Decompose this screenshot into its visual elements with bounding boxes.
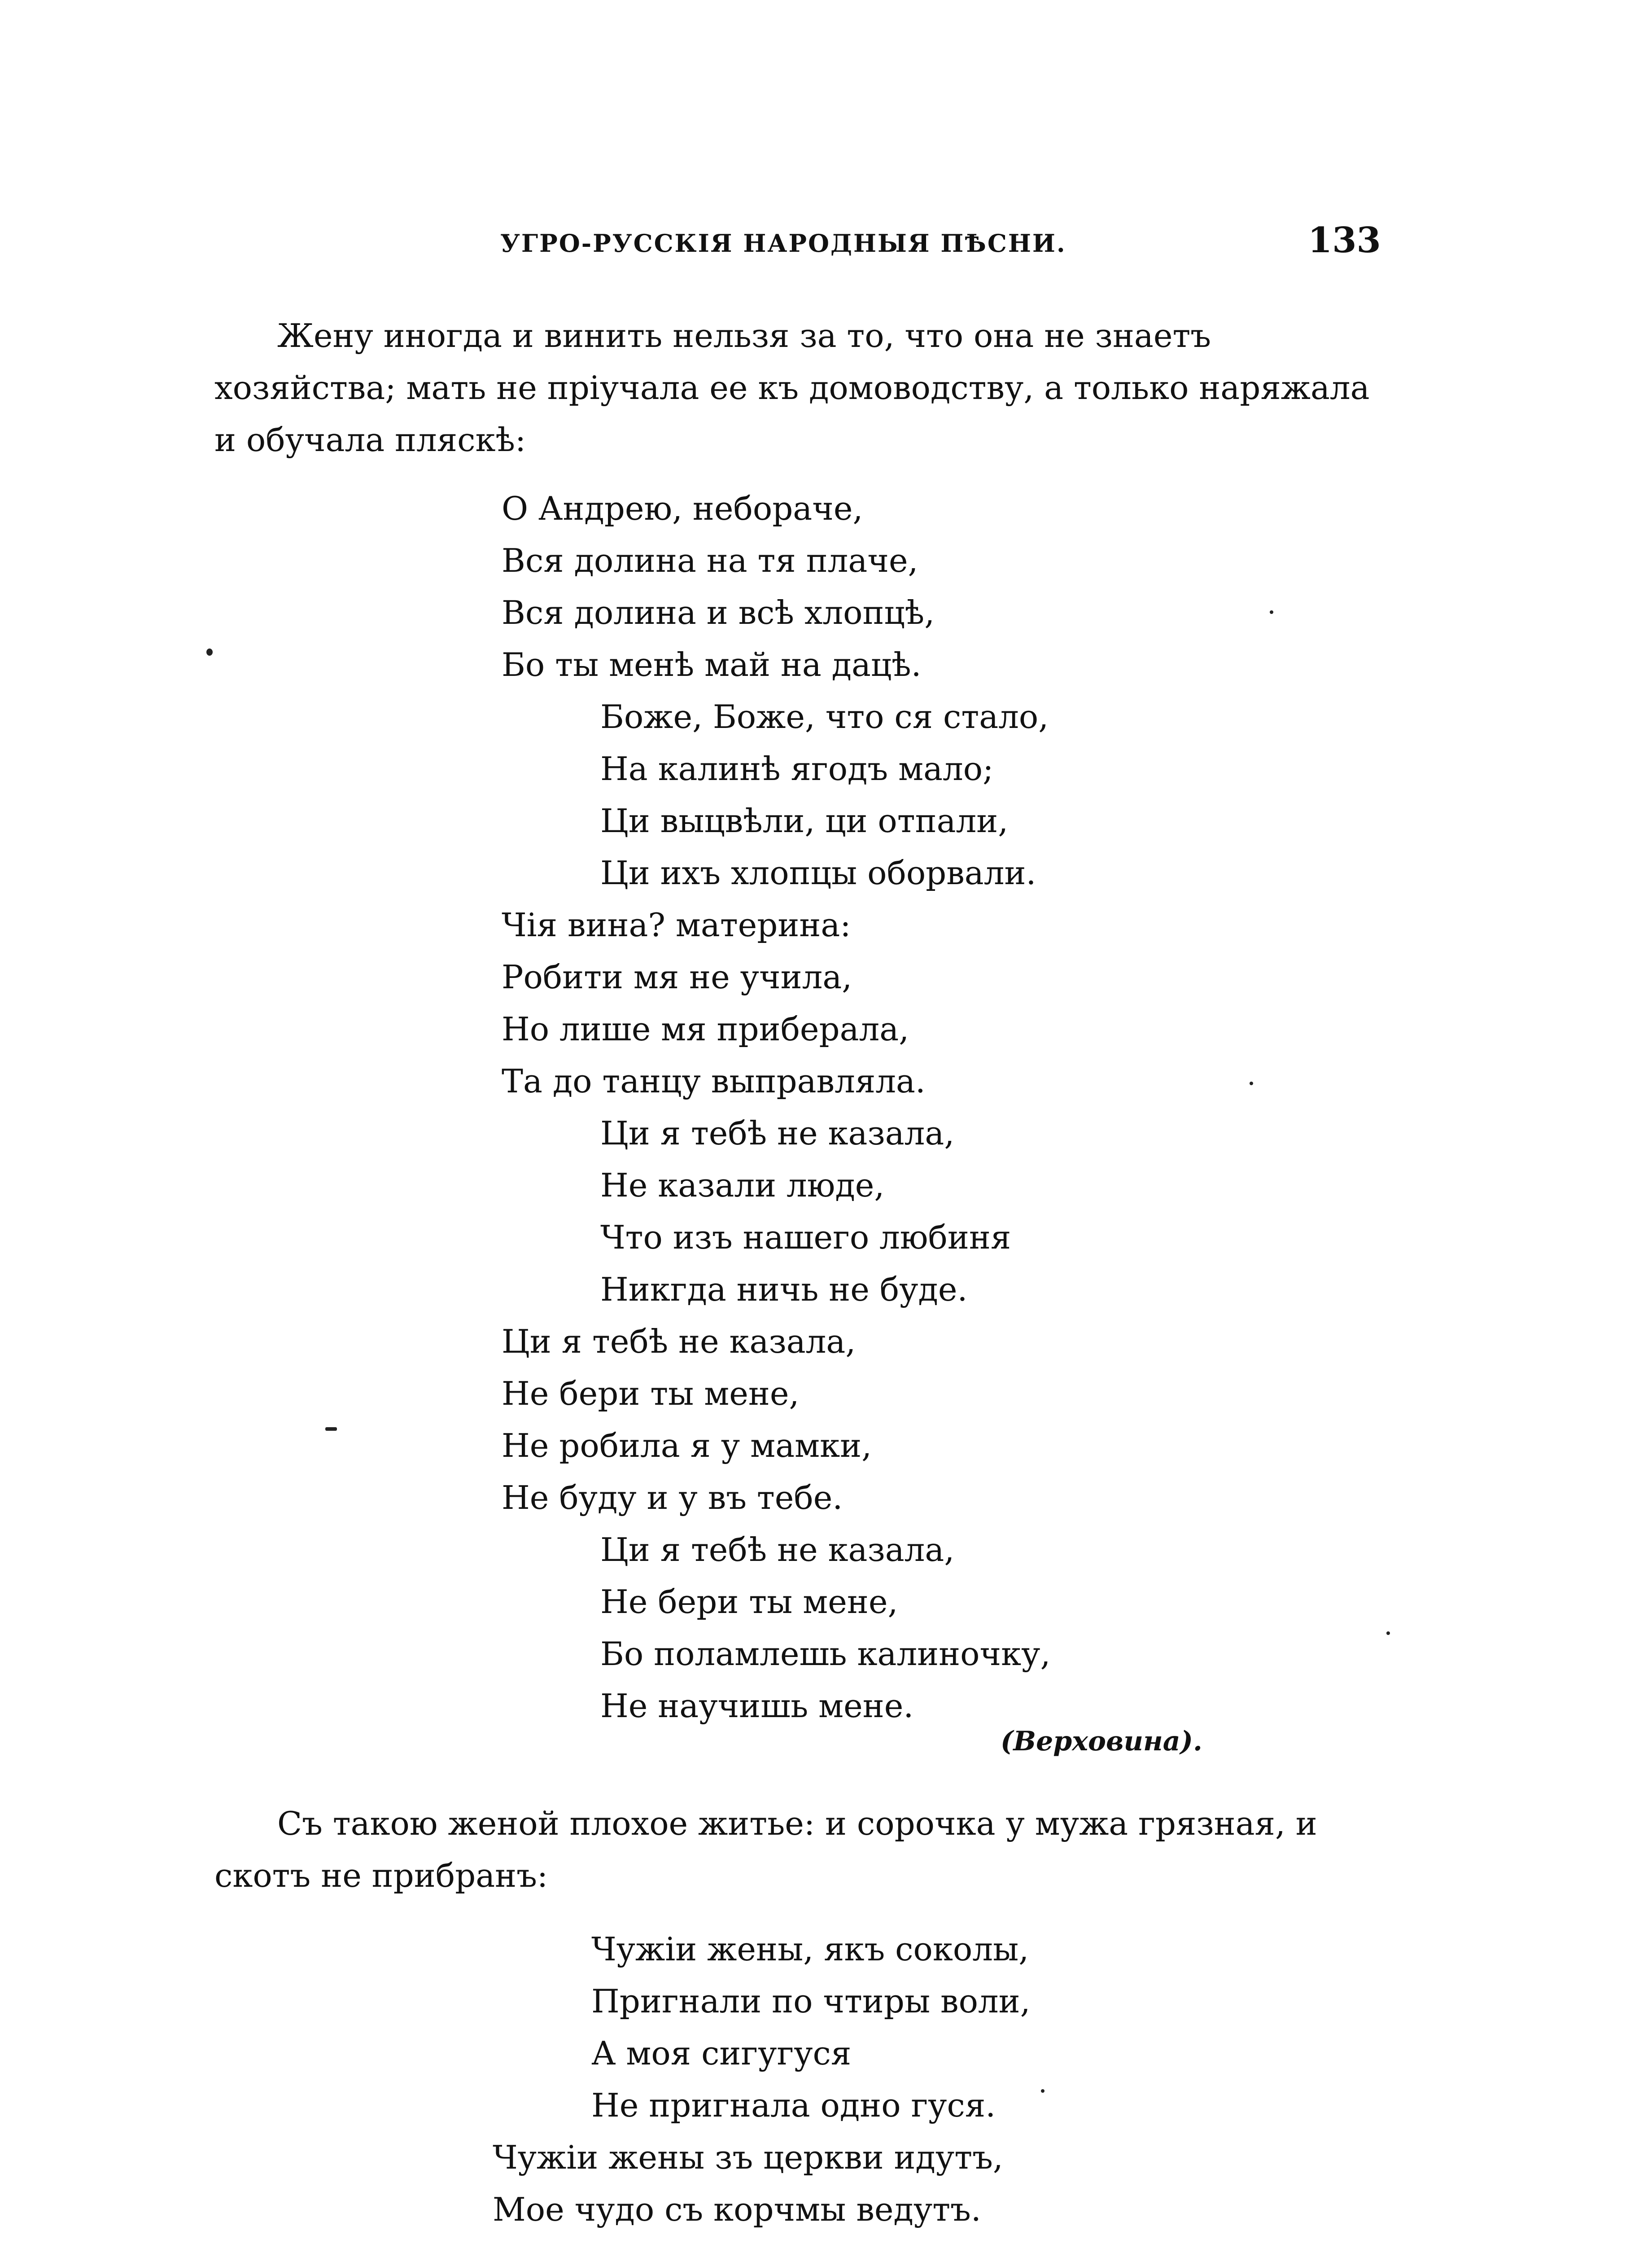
source-attribution: (Верховина). (1001, 1726, 1202, 1757)
song-verse-1 (0, 482, 1652, 1732)
verse-line: Чужіи жены, якъ соколы, (591, 1930, 1029, 1968)
verse-line: Бо ты менѣ май на дацѣ. (502, 646, 922, 684)
verse-line: Что изъ нашего любиня (600, 1218, 1011, 1256)
verse-line: На калинѣ ягодъ мало; (600, 750, 994, 788)
running-title: УГРО-РУССКІЯ НАРОДНЫЯ ПѢСНИ. (500, 229, 1066, 258)
verse-line: Вся долина и всѣ хлопцѣ, (502, 594, 935, 631)
verse-line: Не казали люде, (600, 1166, 885, 1204)
verse-line: Робити мя не учила, (502, 958, 852, 996)
scan-speck (1386, 1631, 1390, 1635)
verse-line: О Андрею, неборачe, (502, 490, 863, 527)
scan-speck (1270, 610, 1273, 614)
prose-line: скотъ не прибранъ: (214, 1857, 548, 1894)
verse-line: Не пригнала одно гуся. (591, 2086, 996, 2124)
verse-line: Не бери ты мене, (502, 1375, 800, 1412)
verse-line: А моя сигугуся (591, 2034, 852, 2072)
verse-line: Бо поламлешь калиночку, (600, 1635, 1051, 1673)
song-verse-2 (0, 1923, 1652, 2235)
verse-line: Пригнали по чтиры воли, (591, 1982, 1031, 2020)
prose-line: хозяйства; мать не пріучала ее къ домоводству, а только наряжала (214, 369, 1370, 407)
verse-line: Но лише мя прибeрала, (502, 1010, 909, 1048)
verse-line: Не буду и у въ тебе. (502, 1479, 843, 1516)
verse-line: Боже, Боже, что ся стало, (600, 698, 1049, 736)
verse-line: Не бери ты мене, (600, 1583, 898, 1621)
prose-line: Съ такою женой плохое житье: и сорочка у мужа грязная, и (277, 1805, 1317, 1842)
page-number: 133 (1308, 220, 1381, 261)
verse-line: Вся долина на тя плаче, (502, 542, 918, 579)
verse-line: Ци выцвѣли, ци отпали, (600, 802, 1009, 840)
verse-line: Чія вина? материна: (502, 906, 851, 944)
prose-paragraph-1 (214, 310, 1381, 466)
verse-line: Никгда ничь не буде. (600, 1271, 968, 1308)
verse-line: Не научишь мене. (600, 1687, 914, 1725)
scan-speck (1041, 2089, 1045, 2093)
scan-speck (325, 1427, 337, 1431)
verse-line: Ци ихъ хлопцы оборвали. (600, 854, 1036, 892)
verse-line: Мое чудо съ корчмы ведутъ. (493, 2191, 981, 2228)
verse-line: Ци я тебѣ не казала, (502, 1323, 856, 1360)
verse-line: Та до танцу выправляла. (502, 1062, 926, 1100)
prose-line: Жену иногда и винить нельзя за то, что она не знаетъ (277, 317, 1211, 355)
prose-line: и обучала пляскѣ: (214, 421, 526, 459)
scan-speck (206, 649, 213, 656)
scan-speck (1250, 1082, 1253, 1085)
page-header (0, 220, 1652, 265)
prose-paragraph-2 (214, 1797, 1381, 1902)
verse-line: Не робила я у мамки, (502, 1427, 872, 1464)
verse-line: Ци я тебѣ не казала, (600, 1531, 955, 1569)
verse-line: Чужіи жены зъ церкви идутъ, (493, 2139, 1003, 2176)
verse-line: Ци я тебѣ не казала, (600, 1114, 955, 1152)
